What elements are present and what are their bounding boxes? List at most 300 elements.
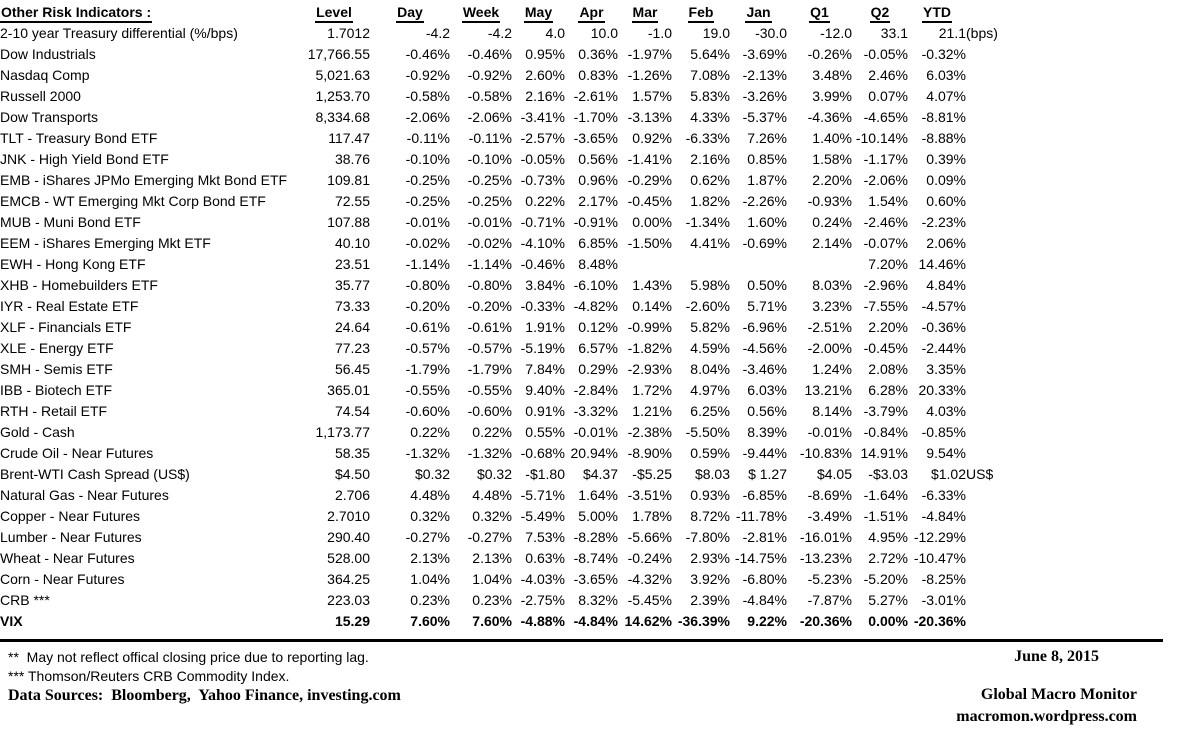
table-row (0, 590, 1177, 611)
column-header-note (966, 2, 1177, 23)
column-header-q2 (852, 2, 908, 23)
value-cell: -0.45% (627, 193, 672, 209)
row-unit-note: (bps) (966, 25, 998, 41)
value-cell: -0.60% (467, 403, 512, 419)
value-cell: -0.85% (921, 424, 966, 440)
value-cell: -0.46% (520, 256, 565, 272)
value-cell: -0.25% (467, 193, 512, 209)
level-value: 107.88 (327, 214, 370, 230)
value-cell: -5.50% (685, 424, 730, 440)
value-cell: 2.16% (525, 88, 565, 104)
value-cell: -6.96% (742, 319, 787, 335)
table-row (0, 338, 1177, 359)
level-value: 365.01 (327, 382, 370, 398)
value-cell: 0.32% (472, 508, 512, 524)
row-unit-note (966, 506, 1177, 527)
value-cell: 14.62% (624, 613, 672, 629)
value-cell: -0.80% (405, 277, 450, 293)
value-cell: -0.55% (405, 382, 450, 398)
table-title-cell (0, 2, 298, 23)
value-cell: -5.20% (863, 571, 908, 587)
level-value: 2.706 (334, 487, 370, 503)
value-cell: 0.55% (525, 424, 565, 440)
value-cell: -1.41% (627, 151, 672, 167)
level-value: 38.76 (334, 151, 370, 167)
value-cell: -1.34% (685, 214, 730, 230)
row-unit-note (966, 527, 1177, 548)
value-cell: 7.60% (472, 613, 512, 629)
value-cell: -0.32% (921, 46, 966, 62)
value-cell: -0.01% (573, 424, 618, 440)
value-cell: -2.06% (863, 172, 908, 188)
table-row (0, 23, 1177, 44)
value-cell: -0.05% (520, 151, 565, 167)
value-cell: -16.01% (799, 529, 852, 545)
branding-block (956, 648, 1177, 726)
value-cell: 1.72% (632, 382, 672, 398)
value-cell: 0.95% (525, 46, 565, 62)
value-cell: 2.93% (690, 550, 730, 566)
value-cell: -1.82% (627, 340, 672, 356)
level-value: 24.64 (334, 319, 370, 335)
value-cell: 0.39% (926, 151, 966, 167)
value-cell: -0.29% (627, 172, 672, 188)
value-cell: 6.85% (578, 235, 618, 251)
value-cell: -6.33% (921, 487, 966, 503)
value-cell: -6.33% (685, 130, 730, 146)
value-cell: 6.03% (747, 382, 787, 398)
value-cell: 14.46% (918, 256, 966, 272)
row-unit-note (966, 233, 1177, 254)
value-cell: -1.64% (863, 487, 908, 503)
table-row (0, 254, 1177, 275)
row-label: IYR - Real Estate ETF (0, 298, 139, 314)
value-cell: -4.57% (921, 298, 966, 314)
row-unit-note (966, 149, 1177, 170)
row-label: RTH - Retail ETF (0, 403, 108, 419)
value-cell: $4.37 (582, 466, 618, 482)
value-cell: 7.08% (690, 67, 730, 83)
column-header-label: Apr (578, 4, 604, 23)
row-unit-note (966, 317, 1177, 338)
value-cell: 7.53% (525, 529, 565, 545)
value-cell: 4.97% (690, 382, 730, 398)
value-cell: -2.81% (742, 529, 787, 545)
level-value: 23.51 (334, 256, 370, 272)
value-cell: -2.06% (405, 109, 450, 125)
row-unit-note (966, 359, 1177, 380)
row-label: EEM - iShares Emerging Mkt ETF (0, 235, 211, 251)
value-cell: -0.57% (405, 340, 450, 356)
value-cell: 4.0 (545, 25, 565, 41)
value-cell: 8.14% (812, 403, 852, 419)
value-cell: 0.83% (578, 67, 618, 83)
row-unit-note (966, 401, 1177, 422)
value-cell: 0.12% (578, 319, 618, 335)
value-cell: 2.16% (690, 151, 730, 167)
value-cell: -2.84% (573, 382, 618, 398)
level-value: 15.29 (334, 613, 370, 629)
value-cell: -0.26% (807, 46, 852, 62)
value-cell: 5.64% (690, 46, 730, 62)
value-cell: 8.48% (578, 256, 618, 272)
value-cell: -3.65% (573, 571, 618, 587)
value-cell: 20.94% (570, 445, 618, 461)
value-cell: 0.50% (747, 277, 787, 293)
value-cell: -3.49% (807, 508, 852, 524)
value-cell: -2.13% (742, 67, 787, 83)
row-unit-note (966, 296, 1177, 317)
value-cell: 3.35% (926, 361, 966, 377)
value-cell: 8.72% (690, 508, 730, 524)
row-label: Gold - Cash (0, 424, 75, 440)
value-cell: -2.61% (573, 88, 618, 104)
value-cell: 1.40% (812, 130, 852, 146)
value-cell: -2.23% (921, 214, 966, 230)
value-cell: -10.47% (913, 550, 966, 566)
value-cell: -3.46% (742, 361, 787, 377)
value-cell: 33.1 (880, 25, 908, 41)
value-cell: 3.23% (812, 298, 852, 314)
value-cell: 2.20% (812, 172, 852, 188)
value-cell: -0.02% (467, 235, 512, 251)
value-cell: -1.14% (467, 256, 512, 272)
value-cell: 1.87% (747, 172, 787, 188)
value-cell: -3.65% (573, 130, 618, 146)
value-cell: -0.11% (468, 130, 512, 146)
level-value: 364.25 (327, 571, 370, 587)
row-label: Lumber - Near Futures (0, 529, 142, 545)
row-label: XHB - Homebuilders ETF (0, 277, 158, 293)
value-cell: -20.36% (913, 613, 966, 629)
value-cell: -2.06% (467, 109, 512, 125)
row-label: Dow Transports (0, 109, 99, 125)
value-cell: -7.55% (863, 298, 908, 314)
value-cell: 0.59% (690, 445, 730, 461)
table-row (0, 611, 1177, 632)
value-cell: 1.78% (632, 508, 672, 524)
row-label: XLE - Energy ETF (0, 340, 114, 356)
level-value: 290.40 (327, 529, 370, 545)
value-cell: -3.69% (742, 46, 787, 62)
column-header-jan (730, 2, 787, 23)
level-value: 109.81 (327, 172, 370, 188)
value-cell: -14.75% (734, 550, 787, 566)
value-cell: -1.14% (405, 256, 450, 272)
value-cell: -5.49% (520, 508, 565, 524)
value-cell: 1.58% (812, 151, 852, 167)
value-cell: -5.66% (627, 529, 672, 545)
value-cell: -20.36% (799, 613, 852, 629)
value-cell: -0.20% (467, 298, 512, 314)
value-cell: -4.88% (520, 613, 565, 629)
value-cell: 3.99% (812, 88, 852, 104)
value-cell: 9.40% (525, 382, 565, 398)
value-cell: -1.70% (573, 109, 618, 125)
value-cell: 0.24% (812, 214, 852, 230)
table-row (0, 296, 1177, 317)
value-cell: -0.46% (467, 46, 512, 62)
value-cell: 1.04% (410, 571, 450, 587)
value-cell: -6.85% (742, 487, 787, 503)
row-unit-note (966, 611, 1177, 632)
row-unit-note (966, 254, 1177, 275)
value-cell: -3.26% (742, 88, 787, 104)
value-cell: -0.73% (520, 172, 565, 188)
value-cell: -12.0 (820, 25, 852, 41)
risk-indicators-table (0, 2, 1177, 632)
value-cell: -2.57% (520, 130, 565, 146)
level-value: 58.35 (334, 445, 370, 461)
value-cell: -6.10% (573, 277, 618, 293)
value-cell: -0.10% (467, 151, 512, 167)
header-row (0, 2, 1177, 23)
value-cell: -2.00% (807, 340, 852, 356)
value-cell: -0.25% (405, 172, 450, 188)
row-label: EWH - Hong Kong ETF (0, 256, 146, 272)
value-cell: -0.20% (405, 298, 450, 314)
value-cell: 21.1 (938, 25, 966, 41)
value-cell: -1.97% (627, 46, 672, 62)
level-value: 5,021.63 (315, 67, 370, 83)
row-label: Wheat - Near Futures (0, 550, 135, 566)
value-cell: 2.08% (868, 361, 908, 377)
level-value: 74.54 (334, 403, 370, 419)
value-cell: -0.92% (467, 67, 512, 83)
value-cell: -2.46% (863, 214, 908, 230)
level-value: 528.00 (327, 550, 370, 566)
value-cell: $8.03 (694, 466, 730, 482)
value-cell: 3.84% (525, 277, 565, 293)
value-cell: -4.56% (742, 340, 787, 356)
value-cell: -0.61% (467, 319, 512, 335)
value-cell: 0.22% (525, 193, 565, 209)
value-cell: -1.32% (467, 445, 512, 461)
level-value: $4.50 (334, 466, 370, 482)
level-value: 1,253.70 (315, 88, 370, 104)
table-row (0, 443, 1177, 464)
value-cell: 13.21% (804, 382, 852, 398)
value-cell: -4.32% (627, 571, 672, 587)
value-cell: 4.33% (690, 109, 730, 125)
row-unit-note (966, 128, 1177, 149)
row-unit-note (966, 65, 1177, 86)
value-cell: -0.60% (405, 403, 450, 419)
value-cell: 2.39% (690, 592, 730, 608)
column-header-level (298, 2, 370, 23)
level-value: 73.33 (334, 298, 370, 314)
value-cell: 8.03% (812, 277, 852, 293)
level-value: 56.45 (334, 361, 370, 377)
value-cell: -13.23% (799, 550, 852, 566)
value-cell: 19.0 (702, 25, 730, 41)
report-date: June 8, 2015 (1014, 648, 1099, 665)
value-cell: -4.10% (520, 235, 565, 251)
report-footer (0, 642, 1177, 726)
value-cell: $1.02 (930, 466, 966, 482)
level-value: 223.03 (327, 592, 370, 608)
value-cell: -4.84% (573, 613, 618, 629)
value-cell: 0.32% (410, 508, 450, 524)
value-cell: -8.81% (921, 109, 966, 125)
value-cell: -0.24% (627, 550, 672, 566)
value-cell: -8.74% (573, 550, 618, 566)
value-cell: -0.02% (405, 235, 450, 251)
column-header-week (450, 2, 512, 23)
value-cell: -4.84% (742, 592, 787, 608)
row-label: Corn - Near Futures (0, 571, 125, 587)
column-header-label: Q1 (809, 4, 830, 23)
column-header-label: YTD (922, 4, 952, 23)
row-label: VIX (0, 613, 23, 629)
value-cell: -5.19% (520, 340, 565, 356)
value-cell: -3.13% (627, 109, 672, 125)
table-row (0, 359, 1177, 380)
value-cell: 0.93% (690, 487, 730, 503)
value-cell: 0.63% (525, 550, 565, 566)
table-row (0, 548, 1177, 569)
value-cell: -0.11% (406, 130, 450, 146)
row-label: Crude Oil - Near Futures (0, 445, 154, 461)
value-cell: 0.23% (472, 592, 512, 608)
value-cell: -$5.25 (632, 466, 672, 482)
footnotes-block (8, 648, 401, 726)
value-cell: 2.17% (578, 193, 618, 209)
value-cell: -0.01% (467, 214, 512, 230)
value-cell: 0.29% (578, 361, 618, 377)
value-cell: -0.99% (627, 319, 672, 335)
value-cell: -8.88% (921, 130, 966, 146)
row-unit-note (966, 86, 1177, 107)
row-unit-note: US$ (966, 466, 994, 482)
value-cell: -0.55% (467, 382, 512, 398)
table-row (0, 401, 1177, 422)
value-cell: 0.96% (578, 172, 618, 188)
table-row (0, 128, 1177, 149)
value-cell: 0.00% (632, 214, 672, 230)
column-header-feb (672, 2, 730, 23)
value-cell: -0.71% (520, 214, 565, 230)
column-header-label: May (524, 4, 553, 23)
level-value: 8,334.68 (315, 109, 370, 125)
value-cell: 20.33% (918, 382, 966, 398)
row-label: Russell 2000 (0, 88, 81, 104)
value-cell: 0.23% (410, 592, 450, 608)
value-cell: 2.06% (926, 235, 966, 251)
row-label: CRB *** (0, 592, 50, 608)
value-cell: 6.28% (868, 382, 908, 398)
value-cell: -2.93% (627, 361, 672, 377)
value-cell: $0.32 (476, 466, 512, 482)
row-unit-note (966, 548, 1177, 569)
row-unit-note (966, 422, 1177, 443)
value-cell: -4.03% (520, 571, 565, 587)
row-label: TLT - Treasury Bond ETF (0, 130, 158, 146)
value-cell: 4.95% (868, 529, 908, 545)
value-cell: 0.60% (926, 193, 966, 209)
table-row (0, 233, 1177, 254)
value-cell: -0.92% (405, 67, 450, 83)
value-cell: 2.72% (868, 550, 908, 566)
value-cell: -5.45% (627, 592, 672, 608)
table-row (0, 485, 1177, 506)
table-title: Other Risk Indicators : (0, 4, 152, 23)
value-cell: -4.2 (487, 25, 512, 41)
value-cell: -0.01% (405, 214, 450, 230)
value-cell: -8.90% (627, 445, 672, 461)
value-cell: 8.04% (690, 361, 730, 377)
value-cell: -30.0 (755, 25, 787, 41)
column-header-label: Feb (688, 4, 715, 23)
value-cell: 5.00% (578, 508, 618, 524)
value-cell: -3.79% (863, 403, 908, 419)
column-header-q1 (787, 2, 852, 23)
value-cell: -7.87% (807, 592, 852, 608)
value-cell: -0.45% (863, 340, 908, 356)
value-cell: -0.27% (467, 529, 512, 545)
level-value: 17,766.55 (307, 46, 370, 62)
value-cell: -3.41% (520, 109, 565, 125)
value-cell: -0.27% (405, 529, 450, 545)
value-cell: -6.80% (742, 571, 787, 587)
value-cell: 3.48% (812, 67, 852, 83)
value-cell: 0.07% (868, 88, 908, 104)
value-cell: -0.07% (863, 235, 908, 251)
column-header-may (512, 2, 565, 23)
value-cell: 8.32% (578, 592, 618, 608)
footnote-crb-index: *** Thomson/Reuters CRB Commodity Index. (8, 668, 290, 684)
level-value: 72.55 (334, 193, 370, 209)
value-cell: -3.51% (627, 487, 672, 503)
level-value: 1,173.77 (315, 424, 370, 440)
value-cell: 0.91% (525, 403, 565, 419)
value-cell: 6.25% (690, 403, 730, 419)
value-cell: 4.48% (410, 487, 450, 503)
row-label: Dow Industrials (0, 46, 96, 62)
table-row (0, 380, 1177, 401)
table-row (0, 527, 1177, 548)
value-cell: -5.37% (742, 109, 787, 125)
value-cell: -8.69% (807, 487, 852, 503)
value-cell: -9.44% (742, 445, 787, 461)
column-header-label: Week (462, 4, 500, 23)
row-label: JNK - High Yield Bond ETF (0, 151, 169, 167)
column-header-day (370, 2, 450, 23)
value-cell: 4.03% (926, 403, 966, 419)
value-cell: -2.38% (627, 424, 672, 440)
value-cell: -36.39% (677, 613, 730, 629)
table-row (0, 569, 1177, 590)
row-unit-note (966, 107, 1177, 128)
row-label: XLF - Financials ETF (0, 319, 132, 335)
value-cell: 4.07% (926, 88, 966, 104)
value-cell: 0.14% (632, 298, 672, 314)
value-cell: 7.26% (747, 130, 787, 146)
value-cell: 5.27% (868, 592, 908, 608)
value-cell: -1.17% (863, 151, 908, 167)
level-value: 35.77 (334, 277, 370, 293)
value-cell: -10.14% (855, 130, 908, 146)
value-cell: -0.46% (405, 46, 450, 62)
value-cell: -11.78% (735, 508, 787, 524)
value-cell: 7.60% (410, 613, 450, 629)
value-cell: 8.39% (747, 424, 787, 440)
table-row (0, 317, 1177, 338)
value-cell: -0.69% (742, 235, 787, 251)
table-row (0, 149, 1177, 170)
value-cell: 2.14% (812, 235, 852, 251)
value-cell: -0.68% (520, 445, 565, 461)
